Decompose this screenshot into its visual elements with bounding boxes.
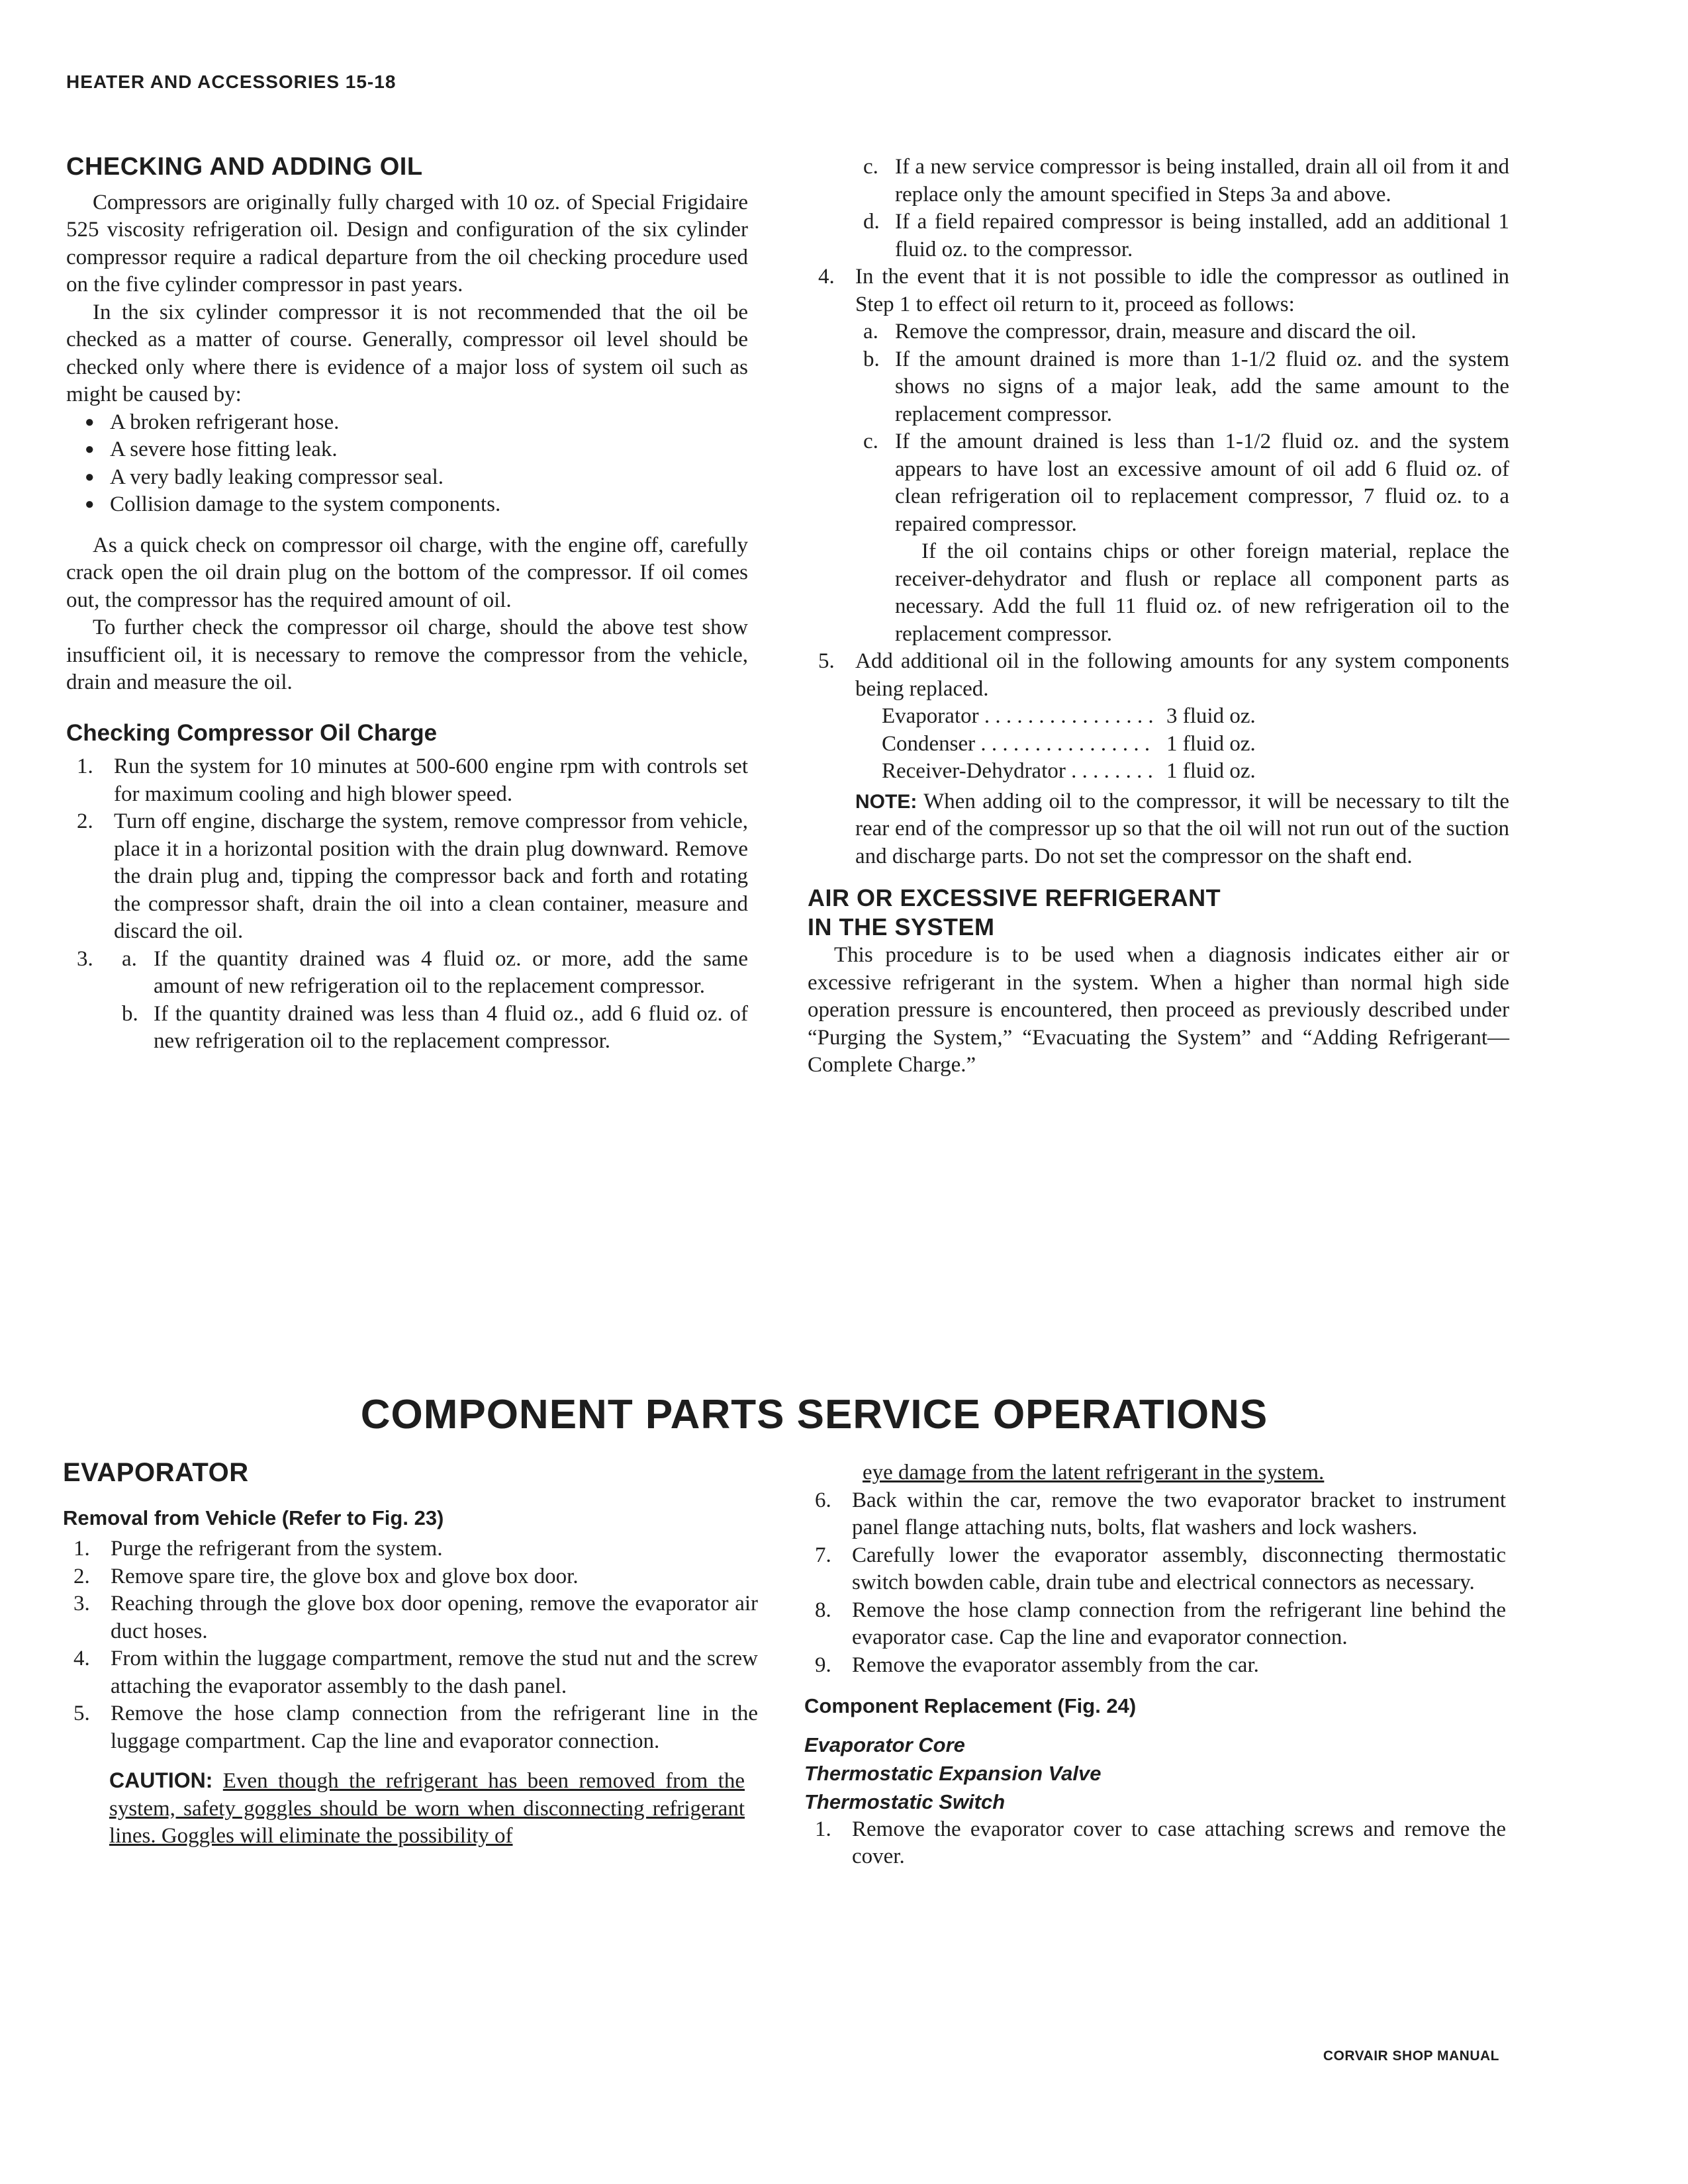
step-item xyxy=(63,1590,758,1645)
substeps-list xyxy=(114,946,748,1056)
substep-text: If a field repaired compressor is being installed, add an additional 1 fluid oz. to the compressor. xyxy=(895,210,1509,261)
amount-component: Condenser . . . . . . . . . . . . . . . . xyxy=(882,731,1150,756)
substep-text: If the amount drained is less than 1-1/2 fluid oz. and the system appears to have lost an excessive amount of oil add 6 fluid oz. of clean refrigeration oil to replacement compressor, 7 fluid oz. to a repaired compressor. xyxy=(895,430,1509,536)
step-item xyxy=(808,648,1509,703)
step-text: Remove the evaporator cover to case attaching screws and remove the cover. xyxy=(852,1817,1506,1868)
step-number: 3. xyxy=(77,946,93,971)
substep-text: If the amount drained is more than 1-1/2 fluid oz. and the system shows no signs of a major leak, add the same amount to the replacement compressor. xyxy=(895,347,1509,426)
step-item xyxy=(66,753,748,808)
step-number: 2. xyxy=(73,1564,90,1588)
right-column xyxy=(808,154,1509,1079)
step-number: 1. xyxy=(77,754,93,778)
steps-list xyxy=(804,1487,1506,1680)
amount-value: 3 fluid oz. xyxy=(1166,704,1256,728)
section-heading-evaporator: EVAPORATOR xyxy=(63,1458,249,1487)
step-text: Turn off engine, discharge the system, remove compressor from vehicle, place it in a horizontal position with the drain plug downward. Remove the drain plug and, tipping the compressor back and forth and rotating the compressor shaft, drain the oil into a clean container, measure and discard the oil. xyxy=(114,809,748,943)
note xyxy=(808,788,1509,871)
part-name: Thermostatic Expansion Valve xyxy=(804,1761,1102,1785)
steps-list xyxy=(808,648,1509,703)
substep-text: If the quantity drained was 4 fluid oz. or more, add the same amount of new refrigeration oil to the replacement compressor. xyxy=(154,946,748,998)
evaporator-right-column xyxy=(804,1459,1506,1871)
section-heading-air xyxy=(808,884,1509,942)
substep-item xyxy=(114,1001,748,1056)
left-column xyxy=(66,154,748,1056)
step-number: 7. xyxy=(815,1543,831,1567)
step-text: Remove spare tire, the glove box and glove box door. xyxy=(111,1564,579,1588)
steps-list xyxy=(63,1535,758,1755)
paragraph: As a quick check on compressor oil charge, with the engine off, carefully crack open the oil drain plug on the bottom of the compressor. If oil comes out, the compressor has the required amount of oil. xyxy=(66,533,748,612)
page-footer: CORVAIR SHOP MANUAL xyxy=(1323,2048,1499,2064)
step-item xyxy=(804,1597,1506,1652)
substep-item xyxy=(114,946,748,1001)
step-text: In the event that it is not possible to idle the compressor as outlined in Step 1 to effect oil return to it, proceed as follows: xyxy=(855,265,1509,316)
step-item xyxy=(63,1535,758,1563)
amount-row xyxy=(808,703,1509,731)
caution-text: Even though the refrigerant has been removed from the system, safety goggles should be worn when disconnecting refrigerant lines. Goggles will eliminate the possibility of xyxy=(109,1769,745,1848)
step-number: 1. xyxy=(815,1817,831,1841)
substep-letter: c. xyxy=(863,430,878,453)
step-text: Purge the refrigerant from the system. xyxy=(111,1537,443,1561)
step-text: Reaching through the glove box door opening, remove the evaporator air duct hoses. xyxy=(111,1592,758,1643)
step-number: 6. xyxy=(815,1488,831,1512)
step-number: 3. xyxy=(73,1592,90,1615)
note-text: When adding oil to the compressor, it will be necessary to tilt the rear end of the compressor up so that the oil will not run out of the suction and discharge parts. Do not set the compressor on the shaft end. xyxy=(855,789,1509,868)
step-item xyxy=(804,1652,1506,1680)
step-number: 8. xyxy=(815,1598,831,1622)
step-number: 5. xyxy=(818,649,835,673)
paragraph: Compressors are originally fully charged with 10 oz. of Special Frigidaire 525 viscosity refrigeration oil. Design and configuration of the six cylinder compressor require a radical departure from the oil checking procedure used on the five cylinder compressor in past years. xyxy=(66,190,748,296)
bullet-item: ● A very badly leaking compressor seal. xyxy=(85,464,748,492)
step-item xyxy=(804,1542,1506,1597)
substep-letter: a. xyxy=(122,946,137,971)
substeps-list xyxy=(808,318,1509,538)
paragraph: If the oil contains chips or other foreign material, replace the receiver-dehydrator and flush or replace all component parts as necessary. Add the full 11 fluid oz. of new refrigeration oil to the replacement compressor. xyxy=(895,539,1509,646)
amount-row xyxy=(808,731,1509,758)
substep-item xyxy=(855,208,1509,263)
step-number: 4. xyxy=(818,265,835,289)
step-item xyxy=(66,946,748,1056)
substep-item xyxy=(855,154,1509,208)
part-name: Thermostatic Switch xyxy=(804,1790,1006,1813)
step-number: 4. xyxy=(73,1647,90,1670)
caution-box xyxy=(109,1767,745,1850)
paragraph: This procedure is to be used when a diagnosis indicates either air or excessive refrigerant in the system. When a higher than normal high side operation pressure is encountered, then proceed as previously described under “Purging the System,” “Evacuating the System” and “Adding Refrigerant—Complete Charge.” xyxy=(808,943,1509,1077)
caution-continued: eye damage from the latent refrigerant in the system. xyxy=(863,1461,1325,1484)
step-text: Remove the evaporator assembly from the car. xyxy=(852,1653,1259,1677)
substeps-list xyxy=(808,154,1509,263)
substep-text: Remove the compressor, drain, measure and discard the oil. xyxy=(895,320,1417,343)
evaporator-left-column xyxy=(63,1459,758,1850)
bullet-item: ● Collision damage to the system components. xyxy=(85,491,748,519)
step-text: Back within the car, remove the two evaporator bracket to instrument panel flange attaching nuts, bolts, flat washers and lock washers. xyxy=(852,1488,1506,1539)
amount-row xyxy=(808,758,1509,786)
section-banner: COMPONENT PARTS SERVICE OPERATIONS xyxy=(360,1392,1268,1437)
amount-component: Evaporator . . . . . . . . . . . . . . . . xyxy=(882,704,1154,728)
step-text: Remove the hose clamp connection from the refrigerant line in the luggage compartment. Cap the line and evaporator connection. xyxy=(111,1702,758,1753)
subheading-checking-charge: Checking Compressor Oil Charge xyxy=(66,719,438,746)
amount-component: Receiver-Dehydrator . . . . . . . . xyxy=(882,759,1153,783)
steps-list xyxy=(808,263,1509,318)
caution-label: CAUTION: xyxy=(109,1768,213,1792)
step-number: 9. xyxy=(815,1653,831,1677)
substep-text: If a new service compressor is being installed, drain all oil from it and replace only the amount specified in Steps 3a and above. xyxy=(895,155,1509,206)
subheading-removal: Removal from Vehicle (Refer to Fig. 23) xyxy=(63,1506,444,1529)
bullet-item: ● A severe hose fitting leak. xyxy=(85,436,748,464)
substep-letter: d. xyxy=(863,210,880,234)
heading-line: AIR OR EXCESSIVE REFRIGERANT xyxy=(808,884,1221,911)
substep-item xyxy=(855,428,1509,538)
steps-list xyxy=(804,1816,1506,1871)
section-heading-checking-oil: CHECKING AND ADDING OIL xyxy=(66,153,423,181)
part-name: Evaporator Core xyxy=(804,1733,965,1756)
amount-value: 1 fluid oz. xyxy=(1166,731,1256,756)
note-label: NOTE: xyxy=(855,790,917,813)
step-text: Add additional oil in the following amounts for any system components being replaced. xyxy=(855,649,1509,701)
step-item xyxy=(66,808,748,946)
paragraph: In the six cylinder compressor it is not recommended that the oil be checked as a matter of course. Generally, compressor oil level should be checked only where there is evidence of a major loss of system oil such as might be caused by: xyxy=(66,300,748,406)
substep-letter: a. xyxy=(863,320,878,343)
step-item xyxy=(804,1487,1506,1542)
step-item xyxy=(63,1563,758,1591)
substep-item xyxy=(855,318,1509,346)
subheading-replacement: Component Replacement (Fig. 24) xyxy=(804,1694,1137,1717)
step-item xyxy=(804,1816,1506,1871)
substep-letter: c. xyxy=(863,155,878,179)
step-text: Remove the hose clamp connection from the refrigerant line behind the evaporator case. Cap the line and evaporator connection. xyxy=(852,1598,1506,1649)
step-text: From within the luggage compartment, remove the stud nut and the screw attaching the evaporator assembly to the dash panel. xyxy=(111,1647,758,1698)
step-number: 5. xyxy=(73,1702,90,1725)
heading-line: IN THE SYSTEM xyxy=(808,913,995,940)
step-text: Run the system for 10 minutes at 500-600 engine rpm with controls set for maximum cooling and high blower speed. xyxy=(114,754,748,806)
step-item xyxy=(63,1645,758,1700)
step-item xyxy=(63,1700,758,1755)
substep-letter: b. xyxy=(122,1001,138,1026)
substep-item xyxy=(855,346,1509,429)
substep-text: If the quantity drained was less than 4 fluid oz., add 6 fluid oz. of new refrigeration oil to the replacement compressor. xyxy=(154,1001,748,1053)
paragraph: To further check the compressor oil charge, should the above test show insufficient oil, it is necessary to remove the compressor from the vehicle, drain and measure the oil. xyxy=(66,615,748,694)
steps-list xyxy=(66,753,748,1056)
substep-letter: b. xyxy=(863,347,880,371)
amount-value: 1 fluid oz. xyxy=(1166,759,1256,783)
bullet-list xyxy=(66,409,748,519)
step-number: 2. xyxy=(77,809,93,833)
bullet-item: ● A broken refrigerant hose. xyxy=(85,409,748,437)
step-text: Carefully lower the evaporator assembly, disconnecting thermostatic switch bowden cable, drain tube and electrical connectors as necessary. xyxy=(852,1543,1506,1594)
step-item xyxy=(808,263,1509,318)
page-header: HEATER AND ACCESSORIES 15-18 xyxy=(66,71,397,92)
step-number: 1. xyxy=(73,1537,90,1561)
